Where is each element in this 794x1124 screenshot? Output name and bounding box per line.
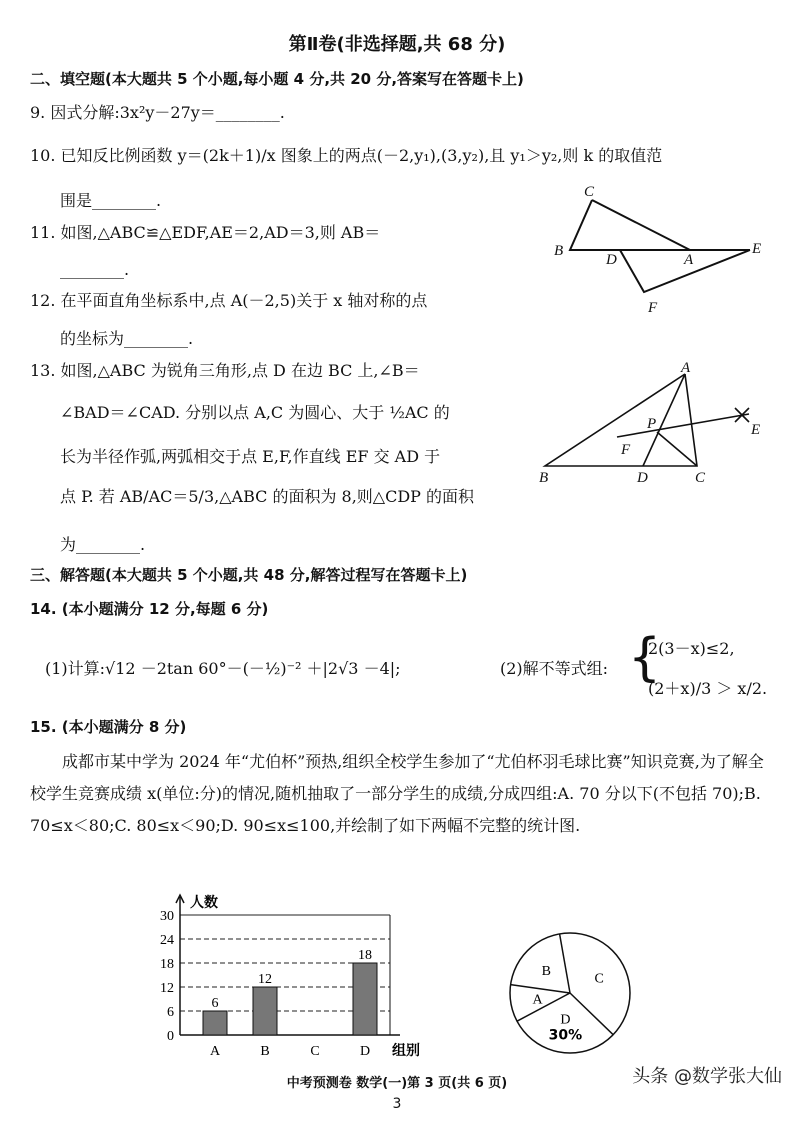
page-number: 3 xyxy=(392,1096,402,1112)
question-13-line-2: ∠BAD＝∠CAD. 分别以点 A,C 为圆心、大于 ½AC 的 xyxy=(60,403,450,422)
bar-A xyxy=(203,1011,227,1035)
fig13-label-e: E xyxy=(751,422,761,438)
fig13-label-c: C xyxy=(695,470,706,486)
section-3-header: 三、解答题(本大题共 5 个小题,共 48 分,解答过程写在答题卡上) xyxy=(30,566,468,584)
question-11-line-2: ________. xyxy=(60,260,130,279)
bar-value-label: 6 xyxy=(211,996,219,1011)
question-10-line-1: 10. 已知反比例函数 y＝(2k＋1)/x 图象上的两点(－2,y₁),(3,y₂),且 y₁＞y₂,则 k 的取值范 xyxy=(30,146,663,165)
question-15-text: 成都市某中学为 2024 年“尤伯杯”预热,组织全校学生参加了“尤伯杯羽毛球比赛”知识竞赛,为了解全校学生竞赛成绩 x(单位:分)的情况,随机抽取了一部分学生的成绩,分成四组:A. 70 分以下(不包括 70);B. 70≤x＜80;C. 80≤x＜90;D. 90≤x≤100,并绘制了如下两幅不完整的统计图. xyxy=(30,752,764,835)
pie-label-C: C xyxy=(594,971,604,987)
section-2-header: 二、填空题(本大题共 5 个小题,每小题 4 分,共 20 分,答案写在答题卡上) xyxy=(30,70,524,88)
pie-label-B: B xyxy=(541,964,551,980)
fig13-label-p: P xyxy=(647,416,657,432)
fig13-label-a: A xyxy=(681,362,691,376)
x-tick-label: D xyxy=(359,1044,371,1059)
question-12-line-2: 的坐标为________. xyxy=(60,329,194,348)
pie-label-A: A xyxy=(532,992,543,1008)
question-13-line-4: 点 P. 若 AB/AC＝5/3,△ABC 的面积为 8,则△CDP 的面积 xyxy=(60,487,475,506)
question-11-line-1: 11. 如图,△ABC≌△EDF,AE＝2,AD＝3,则 AB＝ xyxy=(30,223,381,242)
y-tick-label: 24 xyxy=(160,933,174,948)
fig11-label-d: D xyxy=(606,252,617,268)
x-tick-label: B xyxy=(260,1044,270,1059)
brace-icon: { xyxy=(628,628,662,688)
x-tick-label: C xyxy=(310,1044,320,1059)
fig13-label-f: F xyxy=(621,442,631,458)
question-14-inequality-2: (2＋x)/3 ＞ x/2. xyxy=(648,679,768,698)
bar-D xyxy=(353,963,377,1035)
question-13-line-5: 为________. xyxy=(60,535,146,554)
bar-chart xyxy=(150,875,430,1064)
figure-q11 xyxy=(540,180,780,324)
question-10-line-2: 围是________. xyxy=(60,191,162,210)
fig13-label-d: D xyxy=(637,470,648,486)
bar-value-label: 12 xyxy=(258,972,272,987)
pie-label-D: D xyxy=(560,1012,571,1028)
fig13-label-b: B xyxy=(539,470,549,486)
pie-chart xyxy=(505,930,645,1064)
fig11-label-a: A xyxy=(684,252,694,268)
bar-value-label: 18 xyxy=(358,948,372,963)
fig11-label-f: F xyxy=(648,300,658,316)
figure-q13 xyxy=(535,362,775,496)
pie-percent-D: 30% xyxy=(548,1027,583,1044)
page-title: 第Ⅱ卷(非选择题,共 68 分) xyxy=(288,34,506,55)
question-14-inequality-1: 2(3－x)≤2, xyxy=(648,639,735,658)
x-axis-title: 组别 xyxy=(392,1043,420,1059)
question-9: 9. 因式分解:3x²y－27y＝________. xyxy=(30,103,285,122)
question-14-header: 14. (本小题满分 12 分,每题 6 分) xyxy=(30,600,269,618)
question-12-line-1: 12. 在平面直角坐标系中,点 A(－2,5)关于 x 轴对称的点 xyxy=(30,291,428,310)
y-tick-label: 18 xyxy=(160,957,174,972)
question-13-line-1: 13. 如图,△ABC 为锐角三角形,点 D 在边 BC 上,∠B＝ xyxy=(30,361,420,380)
page-footer: 中考预测卷 数学(一)第 3 页(共 6 页) xyxy=(286,1076,508,1091)
fig11-label-c: C xyxy=(584,184,595,200)
question-13-line-3: 长为半径作弧,两弧相交于点 E,F,作直线 EF 交 AD 于 xyxy=(60,447,441,466)
question-14-part-1: (1)计算:√12 －2tan 60°－(－½)⁻² ＋|2√3 －4|; xyxy=(45,659,401,678)
y-tick-label: 12 xyxy=(160,981,174,996)
y-tick-label: 6 xyxy=(167,1005,174,1020)
question-14-part-2-label: (2)解不等式组: xyxy=(500,659,609,678)
x-tick-label: A xyxy=(209,1044,221,1059)
y-tick-label: 30 xyxy=(160,909,174,924)
fig11-label-e: E xyxy=(752,241,762,257)
watermark: 头条 @数学张大仙 xyxy=(632,1066,782,1087)
bar-B xyxy=(253,987,277,1035)
y-tick-label: 0 xyxy=(167,1029,174,1044)
y-axis-title: 人数 xyxy=(190,895,218,911)
fig11-label-b: B xyxy=(554,243,564,259)
question-15-header: 15. (本小题满分 8 分) xyxy=(30,718,187,736)
